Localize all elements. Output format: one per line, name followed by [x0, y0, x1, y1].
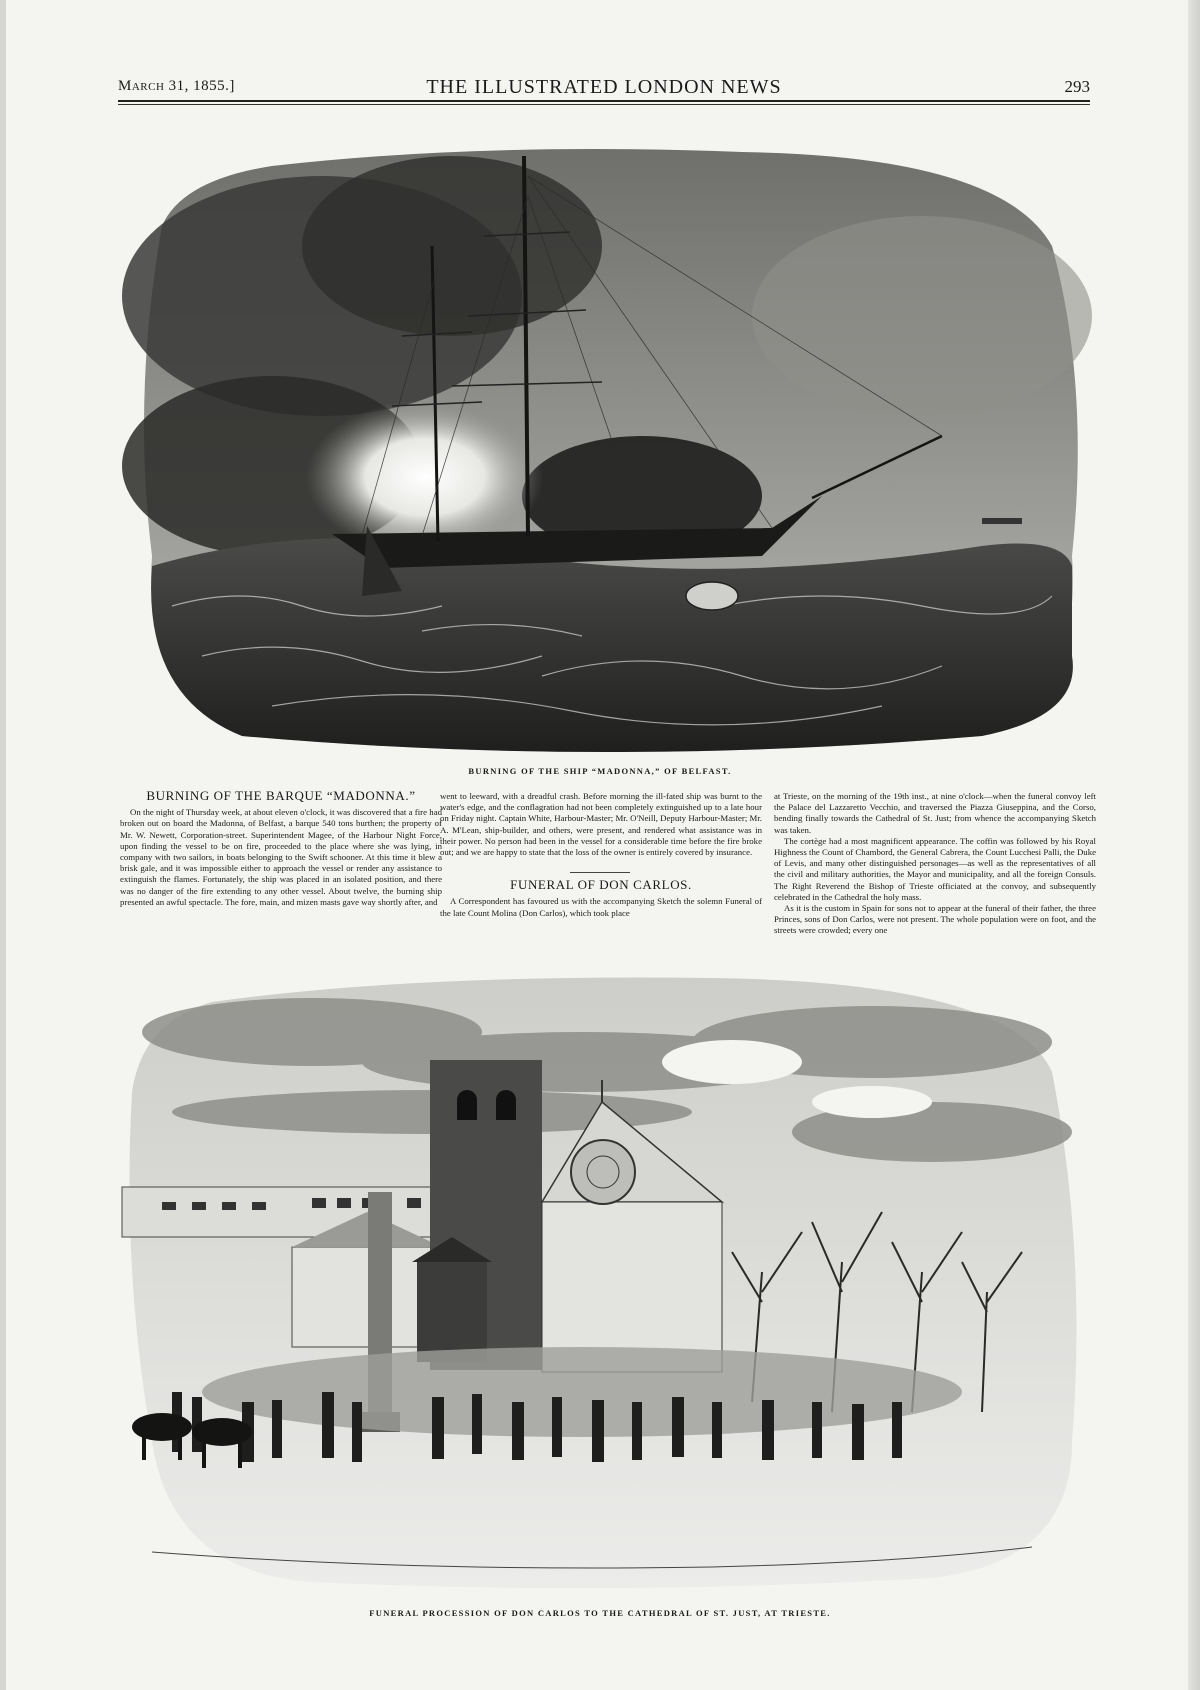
- madonna-paragraph-1: On the night of Thursday week, at about eleven o'clock, it was discovered that a fire had broken out on board the Madonna, of Belfast, a barque 540 tons burthen; the property of Mr. W. Newett, Corporation-street. Superintendent Magee, of the Harbour Night Force, upon finding the vessel to be on fire, proceeded to the place where she was lying, in company with two sailors, in boats belonging to the Swift schooner. At this time it blew a brisk gale, and it was impossible either to approach the vessel or render any assistance to extinguish the flames. Fortunately, the ship was placed in an isolated position, and there was no danger of the fire extending to any other vessel. About twelve, the burning ship presented an awful spectacle. The fore, main, and mizen masts gave way shortly after, and: [120, 807, 442, 907]
- ship-engraving-caption: BURNING OF THE SHIP “MADONNA,” OF BELFAST.: [468, 766, 732, 776]
- madonna-continuation: went to leeward, with a dreadful crash. Before morning the ill-fated ship was burnt to the water's edge, and the conflagration had not been completely extinguished up to a late hour on Friday night. Captain White, Harbour-Master; Mr. O'Neill, Deputy Harbour-Master; Mr. A. M'Lean, ship-builder, and others, were present, and rendered what assistance was in their power. No person had been in the vessel for a considerable time before the fire broke out; and we are happy to state that the loss of the owner is entirely covered by insurance.: [440, 791, 762, 858]
- madonna-heading: BURNING OF THE BARQUE “MADONNA.”: [146, 788, 416, 803]
- funeral-paragraph-3: As it is the custom in Spain for sons not to appear at the funeral of their father, the three Princes, sons of Don Carlos, were not present. The whole population were on foot, and the streets were crowded; every one: [774, 903, 1096, 936]
- funeral-heading: FUNERAL OF DON CARLOS.: [510, 877, 692, 893]
- text-column-3: [774, 791, 1096, 937]
- funeral-engraving: [112, 972, 1092, 1592]
- running-header: [118, 76, 1090, 100]
- funeral-intro: A Correspondent has favoured us with the accompanying Sketch the solemn Funeral of the late Count Molina (Don Carlos), which took place: [440, 896, 762, 918]
- text-column-1: [120, 790, 442, 908]
- header-rule-thin: [118, 104, 1090, 105]
- funeral-engraving-caption: FUNERAL PROCESSION OF DON CARLOS TO THE CATHEDRAL OF ST. JUST, AT TRIESTE.: [369, 1608, 831, 1618]
- page-left-edge: [0, 0, 6, 1690]
- ship-engraving: [122, 136, 1092, 758]
- publication-title: THE ILLUSTRATED LONDON NEWS: [426, 76, 782, 98]
- text-column-2: [440, 791, 762, 919]
- issue-date: March 31, 1855.]: [118, 78, 235, 94]
- page-number: 293: [1064, 77, 1090, 96]
- ship-engraving-drawing: [122, 136, 1092, 758]
- page-right-edge: [1188, 0, 1200, 1690]
- header-rule: [118, 100, 1090, 102]
- funeral-paragraph-1: at Trieste, on the morning of the 19th inst., at nine o'clock—when the funeral convoy left the Palace del Lazzaretto Vecchio, and traversed the Piazza Giuseppina, and the Corso, bending finally towards the Cathedral of St. Just; from whence the accompanying Sketch was taken.: [774, 791, 1096, 835]
- funeral-paragraph-2: The cortège had a most magnificent appearance. The coffin was followed by his Royal Highness the Count of Chambord, the General Cabrera, the Count Lucchesi Palli, the Duke of Levis, and many other distinguished personages—as well as the representatives of all the civil and military authorities, the Mayor and municipality, and all the foreign Consuls. The Right Reverend the Bishop of Trieste officiated at the convoy, and subsequently celebrated in the Cathedral the holy mass.: [774, 835, 1096, 902]
- section-divider: [570, 872, 630, 873]
- funeral-engraving-drawing: [112, 972, 1092, 1592]
